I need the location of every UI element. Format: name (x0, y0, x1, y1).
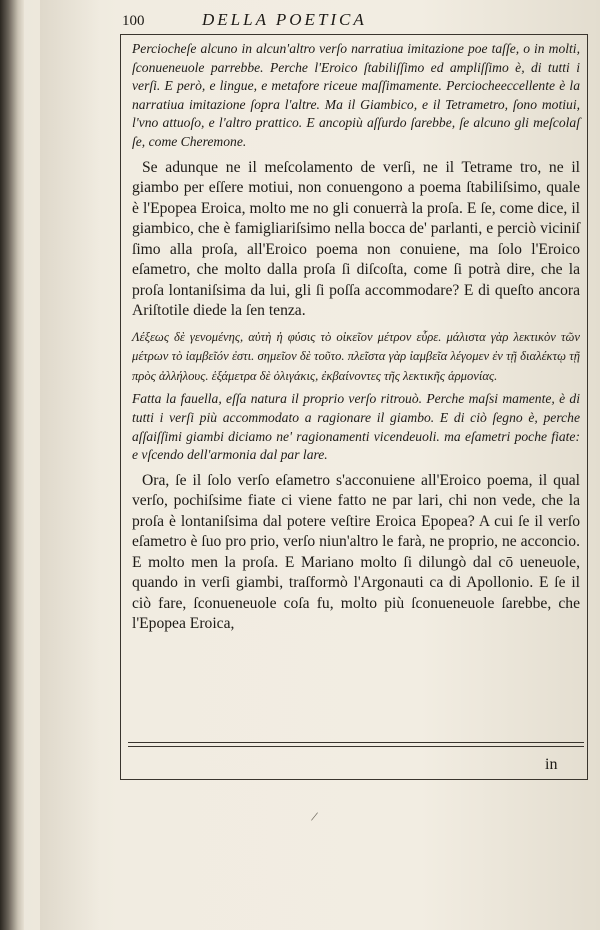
ink-mark: / (309, 809, 319, 826)
frame-bottom-rule (121, 779, 587, 780)
body-paragraph-2: Ora, ſe il ſolo verſo eſametro s'acconuiene all'Eroico poema, il qual verſo, pochiſsime fiate ci viene fatto ne par lari, chi non vede, che la proſa è lontaniſsima dal potere veſtire Eroica Epopea? A cui ſe il verſo eſametro è ſuo pro prio, verſo niun'altro le farà, ne proprio, ne acconcio. E molto men la proſa. E Mariano molto ſi dilungò dal cō ueneuole, quando in verſi giambi, traſformò l'Argonauti ca di Apollonio. E ſe il ciò fare, ſconueneuole coſa fu, molto più ſconueneuole ſarebbe, che l'Epopea Eroica, (132, 471, 580, 633)
running-head: DELLA POETICA (202, 10, 367, 29)
catchword: in (545, 756, 558, 773)
italic-quotation-1: Perciocheſe alcuno in alcun'altro verſo narratiua imitazione poe taſſe, o in molti, ſconueneuole parrebbe. Perche l'Eroico ſtabiliſſimo ed ampliſſimo è, di tutti i verſi. E però, e lingue, e metafore riceue maſſimamente. Perciocheeccellente è la narratiua imitazione ſopra l'altre. Ma il Giambico, e il Tetrametro, ſono motiui, l'vno attuoſo, e l'altro prattico. E ancopiù aſſurdo ſarebbe, ſe alcuno gli meſcolaſ ſe, come Cheremone. (132, 41, 580, 149)
text-block (132, 40, 580, 635)
frame-top-rule (121, 34, 587, 35)
page-shadow (40, 0, 100, 930)
page-header (120, 10, 586, 34)
greek-quotation: Λέξεως δὲ γενομένης, αὐτὴ ἡ φύσις τὸ οἰκεῖον μέτρον εὗρε. μάλιστα γὰρ λεκτικὸν τῶν μέτρων τὸ ἰαμβεῖόν ἐστι. σημεῖον δὲ τοῦτο. πλεῖστα γὰρ ἰαμβεῖα λέγομεν ἐν τῇ διαλέκτῳ τῇ πρὸς ἀλλήλους. ἑξάμετρα δὲ ὀλιγάκις, ἐκβαίνοντες τῆς λεκτικῆς ἁρμονίας. (132, 329, 580, 383)
binding-gutter (0, 0, 24, 930)
page-number: 100 (122, 13, 145, 29)
bottom-double-rule (128, 742, 584, 747)
italic-translation: Fatta la fauella, eſſa natura il proprio verſo ritrouò. Perche maſsi mamente, è di tutti i verſi più accommodato a ragionare il giambo. E di ciò ſegno è, perche aſſaiſſimi giambi diciamo ne' ragionamenti vicendeuoli. ma eſametri poche fiate: e vſcendo dell'armonia dal par lare. (132, 391, 580, 463)
body-paragraph-1: Se adunque ne il meſcolamento de verſi, ne il Tetrame tro, ne il giambo per eſſere motiui, non conuengono a poema ſtabiliſsimo, quale è l'Epopea Eroica, molto me no gli conuerrà la proſa. E ſe, come dice, il giambico, che è famigliariſsimo nella bocca de' parlanti, e perciò viciniſ ſimo alla proſa, all'Eroico poema non conuiene, ma ſolo l'Eroico eſametro, che molto dalla proſa ſi diſcoſta, come ſi potrà dire, che la proſa lontaniſsima da lui, gli ſi poſſa accommodare? E di queſto ancora Ariſtotile diede la ſen tenza. (132, 158, 580, 320)
